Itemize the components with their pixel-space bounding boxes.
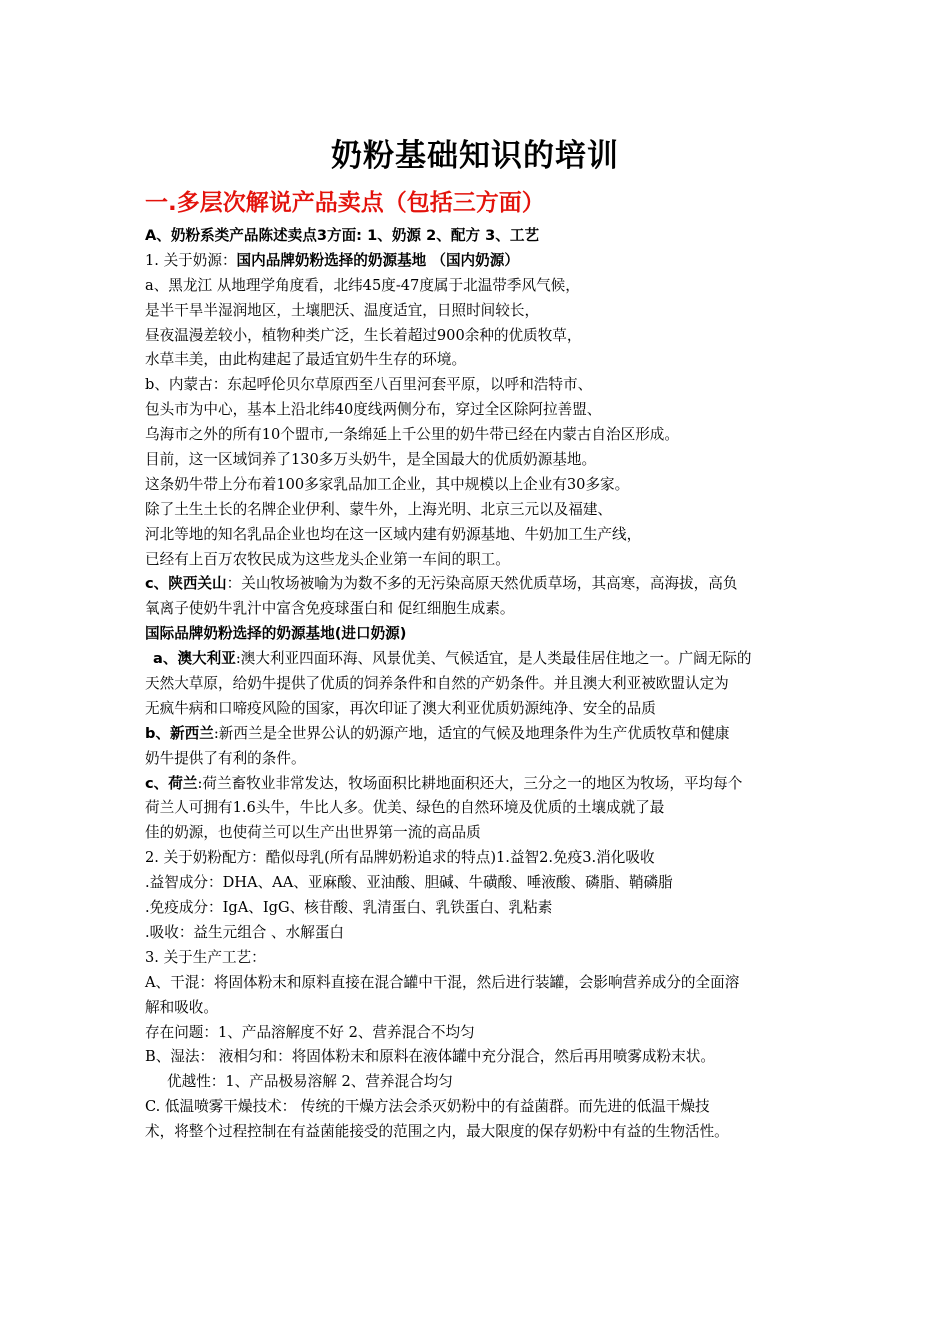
region-text: :新西兰是全世界公认的奶源产地，适宜的气候及地理条件为生产优质牧草和健康 bbox=[213, 724, 730, 742]
paragraph-line: 奶牛提供了有利的条件。 bbox=[145, 749, 306, 767]
region-label: c、陕西关山 bbox=[145, 575, 227, 593]
paragraph-line: 天然大草原，给奶牛提供了优质的饲养条件和自然的产奶条件。并且澳大利亚被欧盟认定为 bbox=[145, 675, 729, 693]
paragraph-line: 2. 关于奶粉配方：酷似母乳(所有品牌奶粉追求的特点)1.益智2.免疫3.消化吸收 bbox=[145, 849, 655, 867]
region-text: ：关山牧场被喻为为数不多的无污染高原天然优质草场，其高寒，高海拔，高负 bbox=[226, 575, 738, 593]
region-label: a、澳大利亚 bbox=[153, 650, 236, 668]
region-label: b、新西兰 bbox=[145, 724, 214, 742]
paragraph-line: 荷兰人可拥有1.6头牛，牛比人多。优美、绿色的自然环境及优质的土壤成就了最 bbox=[145, 799, 665, 817]
region-label: c、荷兰 bbox=[145, 774, 198, 792]
paragraph-line: 解和吸收。 bbox=[145, 998, 218, 1016]
paragraph-line bbox=[145, 572, 815, 597]
paragraph-line: 氧离子使奶牛乳汁中富含免疫球蛋白和 促红细胞生成素。 bbox=[145, 600, 515, 618]
paragraph-line: 乌海市之外的所有10个盟市,一条绵延上千公里的奶牛带已经在内蒙古自治区形成。 bbox=[145, 426, 679, 444]
paragraph-line: 3. 关于生产工艺： bbox=[145, 948, 266, 966]
paragraph-line: a、黑龙江 从地理学角度看，北纬45度-47度属于北温带季风气候， bbox=[145, 276, 580, 294]
paragraph-line bbox=[145, 772, 815, 797]
paragraph-line bbox=[145, 722, 815, 747]
paragraph-line: A、干混：将固体粉末和原料直接在混合罐中干混，然后进行装罐，会影响营养成分的全面溶 bbox=[145, 973, 740, 991]
selling-points-summary: A、奶粉系类产品陈述卖点3方面: 1、奶源 2、配方 3、工艺 bbox=[145, 227, 540, 244]
paragraph-line: 目前，这一区域饲养了130多万头奶牛，是全国最大的优质奶源基地。 bbox=[145, 451, 597, 469]
region-text: :荷兰畜牧业非常发达，牧场面积比耕地面积还大，三分之一的地区为牧场，平均每个 bbox=[197, 774, 743, 792]
paragraph-line: B、湿法： 液相匀和：将固体粉末和原料在液体罐中充分混合，然后再用喷雾成粉末状。 bbox=[145, 1048, 715, 1066]
paragraph-line bbox=[145, 249, 815, 274]
document-body bbox=[145, 224, 815, 1145]
paragraph-line: 术，将整个过程控制在有益菌能接受的范围之内，最大限度的保存奶粉中有益的生物活性。 bbox=[145, 1123, 729, 1141]
paragraph-line: 是半干旱半湿润地区，土壤肥沃、温度适宜，日照时间较长， bbox=[145, 301, 540, 319]
paragraph-line: b、内蒙古：东起呼伦贝尔草原西至八百里河套平原，以呼和浩特市、 bbox=[145, 376, 593, 394]
paragraph-line: 河北等地的知名乳品企业也均在这一区域内建有奶源基地、牛奶加工生产线， bbox=[145, 525, 642, 543]
paragraph-line: 水草丰美，由此构建起了最适宜奶牛生存的环境。 bbox=[145, 351, 467, 369]
region-text: :澳大利亚四面环海、风景优美、气候适宜，是人类最佳居住地之一。广阔无际的 bbox=[235, 650, 752, 668]
paragraph-line: 除了土生土长的名牌企业伊利、蒙牛外，上海光明、北京三元以及福建、 bbox=[145, 500, 613, 518]
paragraph-line: 佳的奶源，也使荷兰可以生产出世界第一流的高品质 bbox=[145, 824, 481, 842]
subheading-imported-milk: 国际品牌奶粉选择的奶源基地(进口奶源) bbox=[145, 625, 407, 643]
paragraph-line: .免疫成分：IgA、IgG、核苷酸、乳清蛋白、乳铁蛋白、乳粘素 bbox=[145, 899, 553, 917]
section-heading: 一.多层次解说产品卖点（包括三方面） bbox=[145, 190, 545, 216]
paragraph-line: 存在问题：1、产品溶解度不好 2、营养混合不均匀 bbox=[145, 1023, 475, 1041]
paragraph-line: 已经有上百万农牧民成为这些龙头企业第一车间的职工。 bbox=[145, 550, 510, 568]
paragraph-line: C. 低温喷雾干燥技术： 传统的干燥方法会杀灭奶粉中的有益菌群。而先进的低温干燥技 bbox=[145, 1098, 710, 1116]
item-label: 1. 关于奶源： bbox=[145, 251, 237, 269]
paragraph-line: .吸收：益生元组合 、水解蛋白 bbox=[145, 923, 344, 941]
paragraph-line: 这条奶牛带上分布着100多家乳品加工企业，其中规模以上企业有30多家。 bbox=[145, 475, 630, 493]
paragraph-line: 无疯牛病和口啼疫风险的国家，再次印证了澳大利亚优质奶源纯净、安全的品质 bbox=[145, 699, 656, 717]
paragraph-line: .益智成分：DHA、AA、亚麻酸、亚油酸、胆碱、牛磺酸、唾液酸、磷脂、鞘磷脂 bbox=[145, 874, 673, 892]
paragraph-line bbox=[145, 647, 815, 672]
paragraph-line: 优越性：1、产品极易溶解 2、营养混合均匀 bbox=[167, 1073, 453, 1091]
paragraph-line: 昼夜温漫差较小，植物种类广泛，生长着超过900余种的优质牧草， bbox=[145, 326, 582, 344]
paragraph-line: 包头市为中心，基本上沿北纬40度线两侧分布，穿过全区除阿拉善盟、 bbox=[145, 401, 602, 419]
subheading-domestic-milk: 国内品牌奶粉选择的奶源基地 （国内奶源） bbox=[236, 251, 519, 269]
document-title: 奶粉基础知识的培训 bbox=[331, 138, 619, 174]
